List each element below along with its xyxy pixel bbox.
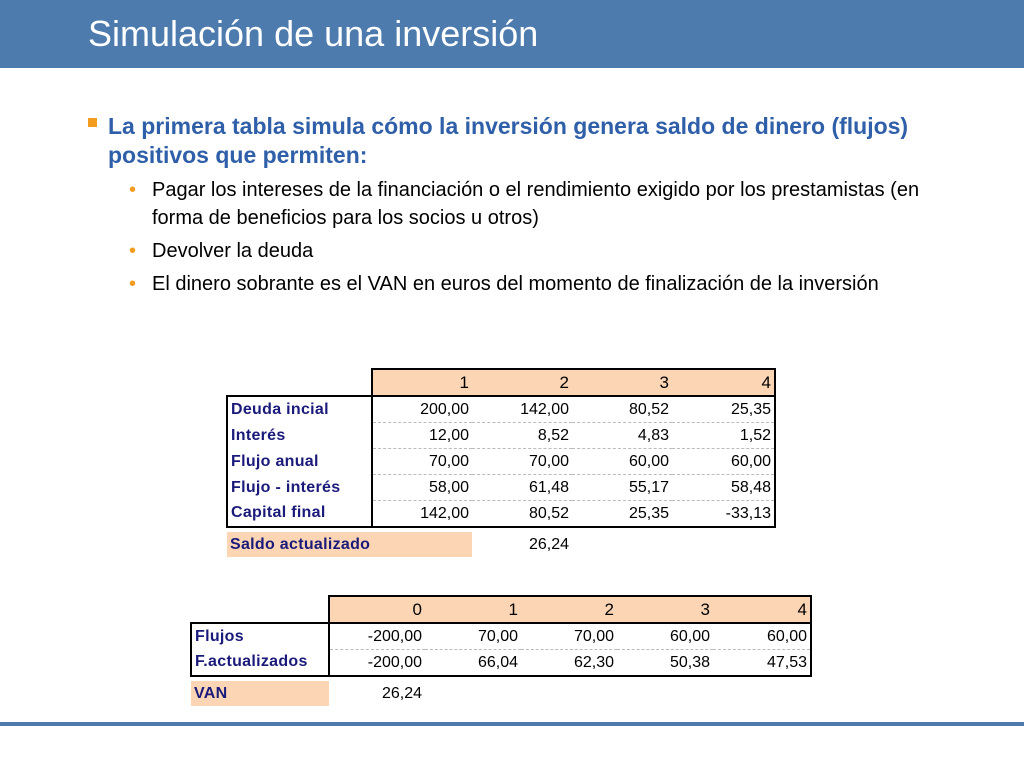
main-bullet-text: La primera tabla simula cómo la inversión genera saldo de dinero (flujos) positivos que permiten: <box>108 113 909 168</box>
table-cell: 25,35 <box>572 501 672 528</box>
table-cell: 62,30 <box>521 650 617 677</box>
table-cell: 61,48 <box>472 475 572 501</box>
table-cell: 12,00 <box>372 423 472 449</box>
table-cell: 25,35 <box>672 396 775 423</box>
column-header: 3 <box>572 369 672 396</box>
sub-bullet <box>88 176 968 232</box>
table-cell: -33,13 <box>672 501 775 528</box>
column-header: 2 <box>521 596 617 623</box>
van-value: 26,24 <box>381 684 422 702</box>
sub-bullet-text: Pagar los intereses de la financiación o el rendimiento exigido por los prestamistas (en forma de beneficios para los socios u otros) <box>152 179 920 229</box>
table-row <box>227 475 775 501</box>
van-label: VAN <box>191 681 329 706</box>
table-cell: 1,52 <box>672 423 775 449</box>
dot-bullet-icon: • <box>129 179 137 201</box>
slide-title: Simulación de una inversión <box>88 13 539 54</box>
table-cell: 200,00 <box>372 396 472 423</box>
column-header: 2 <box>472 369 572 396</box>
table-row <box>191 623 811 650</box>
table-cell: 80,52 <box>572 396 672 423</box>
table-row <box>227 423 775 449</box>
table-row <box>191 650 811 677</box>
corner-cell <box>227 369 372 396</box>
table-cell: 60,00 <box>572 449 672 475</box>
table-cell: 8,52 <box>472 423 572 449</box>
row-label: Flujos <box>191 623 329 650</box>
main-bullet <box>88 112 968 170</box>
row-label: Flujo anual <box>227 449 372 475</box>
table-cell: 70,00 <box>425 623 521 650</box>
table-cell: 55,17 <box>572 475 672 501</box>
saldo-label: Saldo actualizado <box>227 532 472 557</box>
table-cell: 142,00 <box>472 396 572 423</box>
square-bullet-icon <box>88 118 97 127</box>
table-cell: -200,00 <box>329 623 425 650</box>
table-cell: 80,52 <box>472 501 572 528</box>
column-header: 4 <box>713 596 811 623</box>
table-cell: 70,00 <box>372 449 472 475</box>
table-cell: 70,00 <box>521 623 617 650</box>
column-header: 3 <box>617 596 713 623</box>
table-cell: 142,00 <box>372 501 472 528</box>
header-row <box>191 596 811 623</box>
column-header: 0 <box>329 596 425 623</box>
table-cell: 47,53 <box>713 650 811 677</box>
van-row <box>191 681 811 706</box>
table-row <box>227 449 775 475</box>
table-cell: -200,00 <box>329 650 425 677</box>
table-cell: 58,00 <box>372 475 472 501</box>
table-cell: 60,00 <box>713 623 811 650</box>
title-bar <box>0 0 1024 68</box>
table-cell: 60,00 <box>617 623 713 650</box>
row-label: F.actualizados <box>191 650 329 677</box>
column-header: 1 <box>425 596 521 623</box>
table-row <box>227 396 775 423</box>
table-cell: 70,00 <box>472 449 572 475</box>
saldo-value: 26,24 <box>528 535 569 553</box>
row-label: Flujo - interés <box>227 475 372 501</box>
sub-bullet-list <box>88 176 968 298</box>
corner-cell <box>191 596 329 623</box>
dot-bullet-icon: • <box>129 240 137 262</box>
footer-divider <box>0 722 1024 726</box>
row-label: Deuda incial <box>227 396 372 423</box>
debt-simulation-table <box>226 368 776 557</box>
table-cell: 4,83 <box>572 423 672 449</box>
table-row <box>227 501 775 528</box>
dot-bullet-icon: • <box>129 273 137 295</box>
header-row <box>227 369 775 396</box>
column-header: 1 <box>372 369 472 396</box>
sub-bullet <box>88 237 968 265</box>
sub-bullet-text: El dinero sobrante es el VAN en euros del momento de finalización de la inversión <box>152 273 879 295</box>
table-cell: 58,48 <box>672 475 775 501</box>
table-cell: 66,04 <box>425 650 521 677</box>
van-table <box>190 595 812 706</box>
table-cell: 50,38 <box>617 650 713 677</box>
row-label: Interés <box>227 423 372 449</box>
sub-bullet-text: Devolver la deuda <box>152 240 314 262</box>
saldo-row <box>227 532 775 557</box>
slide-content <box>88 112 968 303</box>
column-header: 4 <box>672 369 775 396</box>
row-label: Capital final <box>227 501 372 528</box>
table-cell: 60,00 <box>672 449 775 475</box>
sub-bullet <box>88 270 968 298</box>
